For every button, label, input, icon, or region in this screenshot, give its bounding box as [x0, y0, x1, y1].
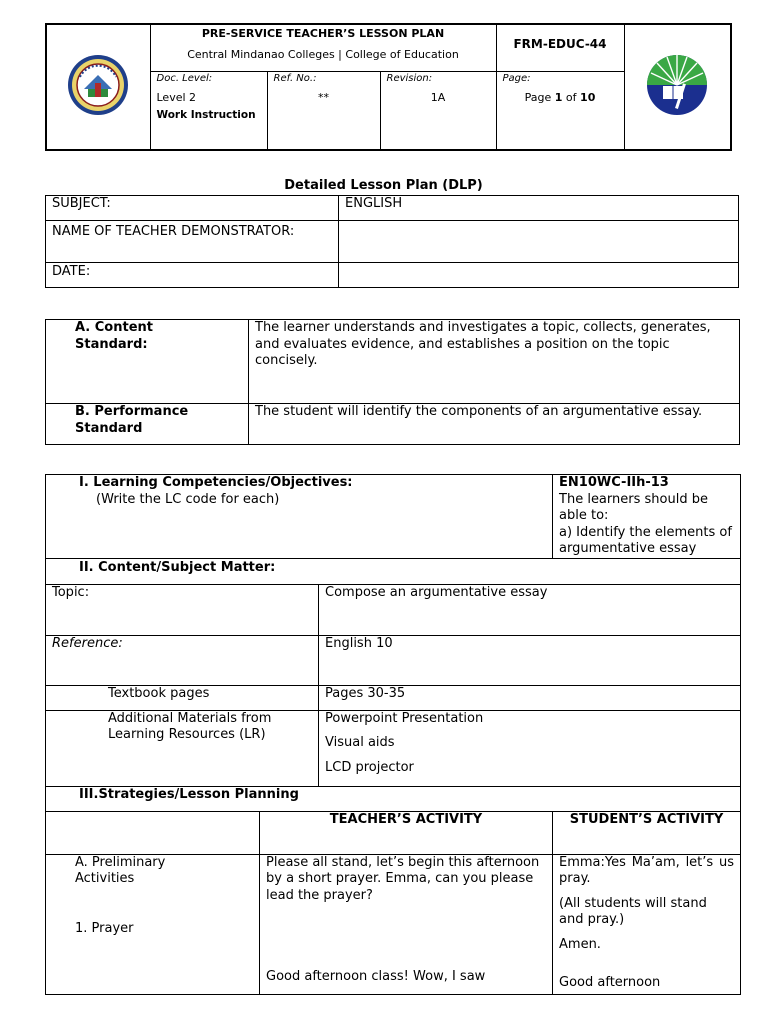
textbook-value: Pages 30-35 — [319, 685, 741, 710]
page-label: Page: — [502, 72, 531, 84]
dlp-title: Detailed Lesson Plan (DLP) — [284, 178, 483, 193]
document-header — [45, 23, 732, 151]
subject-value: ENGLISH — [339, 196, 739, 221]
reference-label: Reference: — [46, 635, 319, 685]
teacher-label: NAME OF TEACHER DEMONSTRATOR: — [46, 221, 339, 263]
page-total: 10 — [580, 90, 596, 104]
performance-standard-value: The student will identify the components of an argumentative essay. — [249, 404, 740, 445]
preliminary-activities: A. Preliminary Activities — [75, 854, 166, 886]
page-cell — [496, 71, 624, 150]
college-seal-logo — [66, 53, 130, 117]
department-logo-cell — [624, 24, 731, 150]
content-heading: II. Content/Subject Matter: — [46, 558, 741, 584]
objectives-detail-cell — [553, 475, 741, 559]
revision-value: 1A — [430, 90, 446, 104]
student-text: Good afternoon — [559, 975, 661, 990]
lesson-plan-table — [45, 474, 741, 995]
info-table — [45, 195, 739, 288]
student-text: Emma:Yes Ma’am, let’s us pray. — [559, 854, 735, 886]
revision-cell — [380, 71, 496, 150]
material-item: Powerpoint Presentation — [325, 710, 484, 726]
date-value — [339, 263, 739, 288]
materials-list — [319, 710, 741, 786]
teacher-value — [339, 221, 739, 263]
title-cell — [150, 24, 496, 71]
objectives-cell — [46, 475, 553, 559]
objectives-note: (Write the LC code for each) — [96, 491, 280, 507]
teacher-text: Good afternoon class! Wow, I saw — [266, 969, 486, 984]
teacher-text: Please all stand, let’s begin this afternoon by a short prayer. Emma, can you please lead the prayer? — [266, 854, 540, 903]
material-item: LCD projector — [325, 759, 414, 775]
ref-no-cell — [267, 71, 380, 150]
material-item: Visual aids — [325, 735, 395, 750]
doc-level-cell — [150, 71, 267, 150]
doc-type: Work Instruction — [156, 108, 256, 121]
student-activity-cell — [553, 854, 741, 994]
student-text: (All students will stand and pray.) — [559, 895, 707, 927]
page-prefix: Page — [524, 90, 555, 104]
ref-no-value: ** — [318, 90, 329, 104]
student-text: Amen. — [559, 936, 601, 952]
textbook-label: Textbook pages — [46, 685, 319, 710]
page-number — [497, 85, 624, 104]
teacher-activity-header: TEACHER’S ACTIVITY — [260, 811, 553, 854]
performance-standard-label: B. Performance Standard — [46, 404, 249, 445]
activities-cell — [46, 854, 260, 994]
content-standard-label: A. Content Standard: — [46, 320, 249, 404]
form-code: FRM-EDUC-44 — [513, 37, 607, 51]
content-standard-value: The learner understands and investigates a topic, collects, generates, and evaluates evidence, and establishes a position on the topic concisely. — [249, 320, 740, 404]
topic-label: Topic: — [46, 584, 319, 635]
ref-no-label: Ref. No.: — [273, 72, 317, 84]
student-activity-header: STUDENT’S ACTIVITY — [553, 811, 741, 854]
teacher-activity-cell — [260, 854, 553, 994]
subject-label: SUBJECT: — [46, 196, 339, 221]
standards-table — [45, 319, 740, 445]
form-code-cell — [496, 24, 624, 71]
form-title: PRE-SERVICE TEACHER’S LESSON PLAN — [201, 27, 445, 40]
objectives-label: I. Learning Competencies/Objectives: — [79, 475, 353, 490]
education-logo — [645, 53, 709, 117]
objectives-intro: The learners should be able to: — [559, 491, 708, 523]
prayer-item: 1. Prayer — [75, 920, 134, 936]
strategies-heading: III.Strategies/Lesson Planning — [46, 786, 741, 811]
doc-level-value: Level 2 — [156, 90, 197, 104]
page-of: of — [562, 90, 581, 104]
topic-value: Compose an argumentative essay — [319, 584, 741, 635]
blank-header-cell — [46, 811, 260, 854]
date-label: DATE: — [46, 263, 339, 288]
lc-code: EN10WC-IIh-13 — [559, 475, 669, 490]
materials-label: Additional Materials from Learning Resources (LR) — [46, 710, 319, 786]
revision-label: Revision: — [386, 72, 433, 84]
reference-value: English 10 — [319, 635, 741, 685]
page-current: 1 — [554, 90, 563, 104]
college-seal-cell — [46, 24, 150, 150]
doc-level-label: Doc. Level: — [156, 72, 213, 84]
institution-name: Central Mindanao Colleges | College of Education — [187, 48, 459, 61]
objective-a: a) Identify the elements of argumentative essay — [559, 524, 732, 556]
